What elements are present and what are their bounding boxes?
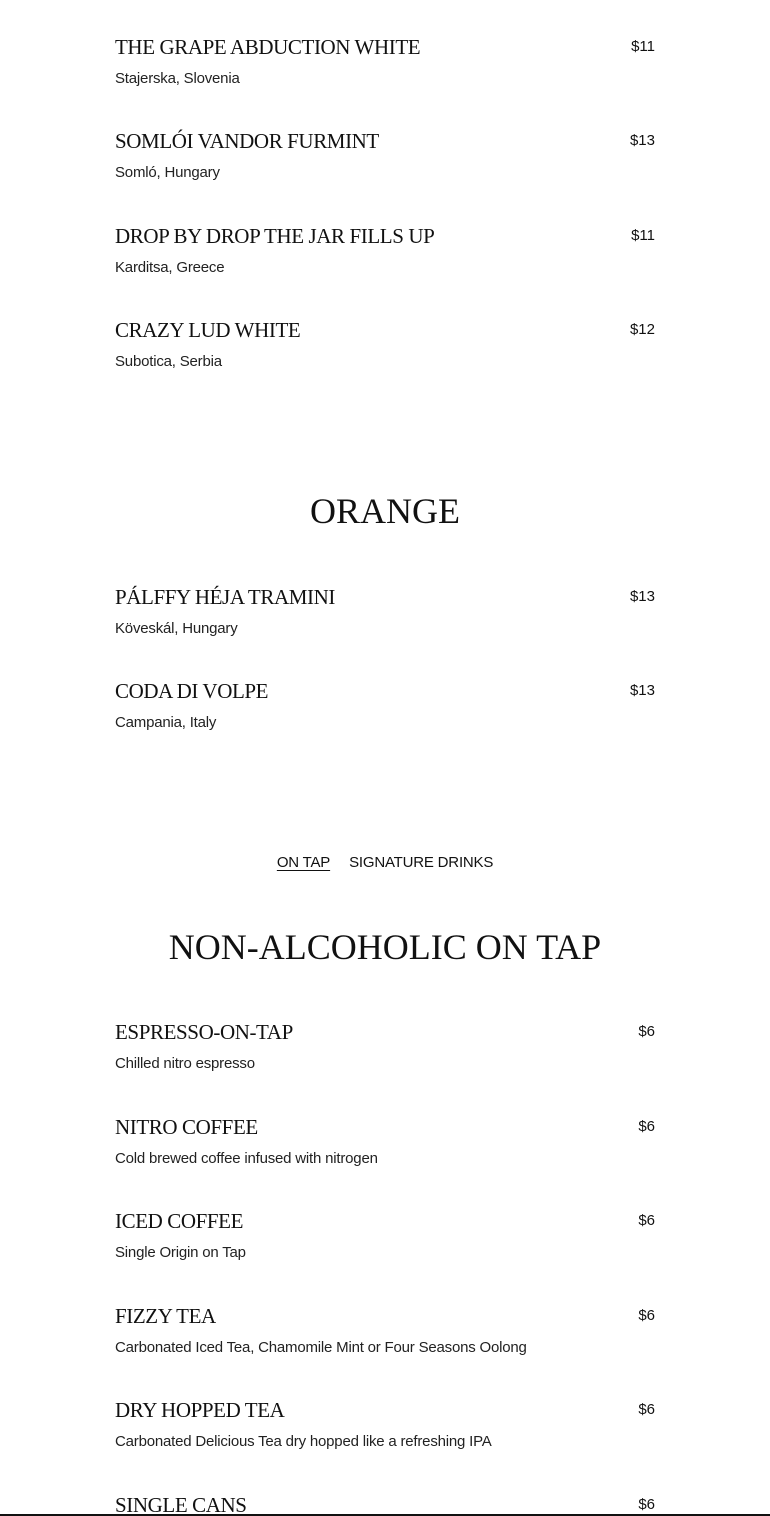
menu-item-price: $13	[629, 588, 655, 605]
menu-item-description: Single Origin on Tap	[115, 1244, 246, 1261]
menu-item-name: DROP BY DROP THE JAR FILLS UP	[115, 224, 435, 248]
menu-item-price: $6	[638, 1401, 655, 1418]
menu-item-name: FIZZY TEA	[115, 1304, 216, 1328]
menu-item-description: Chilled nitro espresso	[115, 1055, 255, 1072]
menu-item-espresso-on-tap	[115, 1019, 655, 1079]
menu-item-coda-di-volpe	[115, 678, 655, 738]
menu-item-price: $6	[638, 1496, 655, 1513]
menu-item-name: ICED COFFEE	[115, 1209, 244, 1233]
menu-item-name: DRY HOPPED TEA	[115, 1398, 285, 1422]
menu-item-somloi-vandor-furmint	[115, 128, 655, 188]
tab-on-tap[interactable]: ON TAP	[276, 854, 331, 871]
menu-item-price: $6	[638, 1118, 655, 1135]
menu-item-palffy-heja-tramini	[115, 584, 655, 644]
menu-item-grape-abduction-white	[115, 34, 655, 94]
menu-item-name: SINGLE CANS	[115, 1493, 247, 1514]
menu-item-price: $6	[638, 1212, 655, 1229]
menu-item-name: NITRO COFFEE	[115, 1115, 258, 1139]
menu-item-description: Stajerska, Slovenia	[115, 70, 240, 87]
menu-item-description: Carbonated Delicious Tea dry hopped like a refreshing IPA	[115, 1433, 492, 1450]
tab-signature-drinks[interactable]: SIGNATURE DRINKS	[349, 854, 494, 871]
menu-item-fizzy-tea	[115, 1303, 655, 1363]
menu-item-name: CODA DI VOLPE	[115, 679, 269, 703]
menu-tabs	[0, 852, 770, 876]
menu-item-price: $6	[638, 1023, 655, 1040]
menu-item-price: $11	[631, 227, 655, 244]
menu-item-price: $13	[629, 132, 655, 149]
menu-item-name: ESPRESSO-ON-TAP	[115, 1020, 293, 1044]
menu-item-description: Subotica, Serbia	[115, 353, 222, 370]
section-title-orange: ORANGE	[310, 491, 460, 531]
menu-item-name: SOMLÓI VANDOR FURMINT	[115, 129, 379, 153]
menu-item-price: $12	[629, 321, 655, 338]
menu-item-drop-by-drop	[115, 223, 655, 283]
menu-item-description: Cold brewed coffee infused with nitrogen	[115, 1150, 378, 1167]
menu-item-description: Somló, Hungary	[115, 164, 220, 181]
menu-item-iced-coffee	[115, 1208, 655, 1268]
menu-item-price: $13	[629, 682, 655, 699]
menu-item-name: CRAZY LUD WHITE	[115, 318, 301, 342]
menu-item-crazy-lud-white	[115, 317, 655, 377]
section-title-non-alcoholic-on-tap: NON-ALCOHOLIC ON TAP	[168, 927, 602, 967]
menu-item-price: $6	[638, 1307, 655, 1324]
menu-item-description: Köveskál, Hungary	[115, 620, 238, 637]
menu-item-name: THE GRAPE ABDUCTION WHITE	[115, 35, 421, 59]
menu-item-single-cans	[115, 1492, 655, 1514]
menu-item-description: Karditsa, Greece	[115, 259, 225, 276]
menu-item-nitro-coffee	[115, 1114, 655, 1174]
menu-item-price: $11	[631, 38, 655, 55]
menu-item-name: PÁLFFY HÉJA TRAMINI	[115, 585, 335, 609]
menu-item-dry-hopped-tea	[115, 1397, 655, 1457]
menu-item-description: Campania, Italy	[115, 714, 217, 731]
menu-item-description: Carbonated Iced Tea, Chamomile Mint or Four Seasons Oolong	[115, 1339, 527, 1356]
